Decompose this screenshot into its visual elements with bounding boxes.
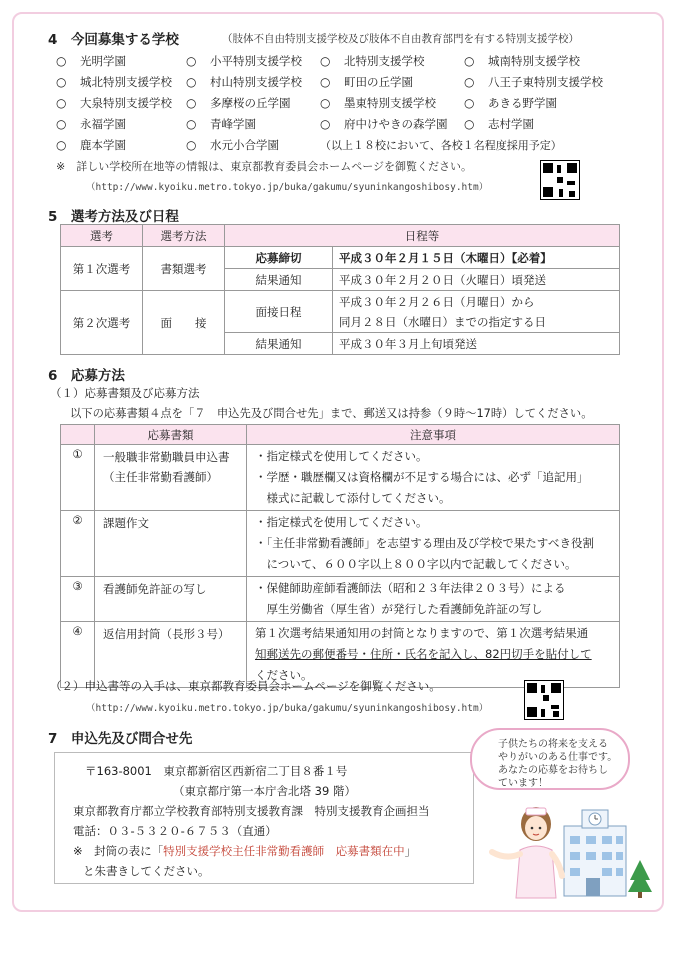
- school-item: ○ 北特別支援学校: [320, 53, 425, 68]
- note-line: ・指定様式を使用してください。: [255, 515, 428, 529]
- envelope-note-line2: と朱書きしてください。: [83, 864, 210, 878]
- school-item: ○ 水元小合学園: [186, 137, 279, 152]
- interview-date-line: 同月２８日（水曜日）までの指定する日: [339, 314, 546, 329]
- speech-bubble: [470, 728, 630, 790]
- table-row: [61, 445, 620, 511]
- note-line: 様式に記載して添付してください。: [255, 491, 451, 505]
- doc-name-line: （主任非常勤看護師）: [103, 470, 218, 484]
- contact-address-building: （東京都庁第一本庁舎北塔 39 階）: [173, 784, 356, 798]
- note-line: ・学歴・職歴欄又は資格欄が不足する場合には、必ず「追記用」: [255, 470, 589, 484]
- doc-name: 返信用封筒（長形３号）: [95, 622, 247, 688]
- school-item: ○ 八王子東特別支援学校: [464, 74, 603, 89]
- school-item: ○ 城南特別支援学校: [464, 53, 580, 68]
- col-header: 注意事項: [247, 425, 620, 445]
- school-item: ○ 鹿本学園: [56, 137, 126, 152]
- method-cell: 面 接: [143, 291, 225, 355]
- col-header: 日程等: [225, 225, 620, 247]
- bubble-line: 子供たちの将来を支える: [498, 739, 608, 750]
- school-item: ○ 町田の丘学園: [320, 74, 413, 89]
- school-item: ○ 永福学園: [56, 116, 126, 131]
- doc-number: ④: [61, 622, 95, 688]
- value-cell: 平成３０年２月２０日（火曜日）頃発送: [333, 269, 620, 291]
- school-row: [56, 134, 636, 155]
- school-item: ○ 多摩桜の丘学園: [186, 95, 291, 110]
- table-row: [61, 511, 620, 577]
- bubble-line: やりがいのある仕事です。: [498, 752, 618, 763]
- school-item: ○ 村山特別支援学校: [186, 74, 302, 89]
- note-line: ください。: [255, 668, 313, 682]
- contact-box: [54, 752, 474, 884]
- contact-phone: 電話：０３-５３２０-６７５３（直通）: [73, 824, 277, 838]
- label-cell: 面接日程: [225, 291, 333, 333]
- doc-number: ①: [61, 445, 95, 511]
- note-line: 第１次選考結果通知用の封筒となりますので、第１次選考結果通: [255, 626, 589, 640]
- documents-table: [60, 424, 620, 688]
- col-header: 応募書類: [95, 425, 247, 445]
- school-row: [56, 92, 636, 113]
- envelope-red-text: 特別支援学校主任非常勤看護師 応募書類在中: [163, 844, 405, 858]
- section-4-title: 4 今回募集する学校: [48, 32, 179, 48]
- label-cell: 応募締切: [225, 247, 333, 269]
- note-line: ・指定様式を使用してください。: [255, 449, 428, 463]
- col-header: 選考: [61, 225, 143, 247]
- qr-code-icon: [524, 680, 564, 720]
- value-cell: 平成３０年３月上旬頃発送: [333, 333, 620, 355]
- table-row: [61, 577, 620, 622]
- school-item: ○ 墨東特別支援学校: [320, 95, 436, 110]
- school-count-note: （以上１８校において、各校１名程度採用予定）: [320, 138, 562, 152]
- school-info-url[interactable]: （http://www.kyoiku.metro.tokyo.jp/buka/gakumu/syuninkangoshibosy.htm）: [86, 182, 489, 193]
- doc-number: ②: [61, 511, 95, 577]
- schedule-table: [60, 224, 620, 355]
- doc-name-line: 一般職非常勤職員申込書: [103, 450, 230, 464]
- doc-name: [95, 445, 247, 511]
- doc-name: 課題作文: [95, 511, 247, 577]
- doc-name: 看護師免許証の写し: [95, 577, 247, 622]
- section-4-subtitle: （肢体不自由特別支援学校及び肢体不自由教育部門を有する特別支援学校）: [222, 33, 579, 45]
- application-url[interactable]: （http://www.kyoiku.metro.tokyo.jp/buka/gakumu/syuninkangoshibosy.htm）: [86, 703, 489, 714]
- envelope-note: ※ 封筒の表に「特別支援学校主任非常勤看護師 応募書類在中」: [73, 844, 417, 858]
- school-list: [56, 50, 636, 155]
- doc-notes: [247, 445, 620, 511]
- school-item: ○ 大泉特別支援学校: [56, 95, 172, 110]
- note-line: 知郵送先の郵便番号・住所・氏名を記入し、82円切手を貼付して: [255, 647, 592, 661]
- qr-code-icon: [540, 160, 580, 200]
- doc-number: ③: [61, 577, 95, 622]
- contact-address: 〒163-8001 東京都新宿区西新宿二丁目８番１号: [85, 764, 348, 778]
- school-item: ○ 城北特別支援学校: [56, 74, 172, 89]
- stage-cell: 第１次選考: [61, 247, 143, 291]
- section-7-title: 7 申込先及び問合せ先: [48, 731, 193, 747]
- school-info-note: ※ 詳しい学校所在地等の情報は、東京都教育委員会ホームページを御覧ください。: [56, 160, 472, 173]
- interview-date-line: 平成３０年２月２６日（月曜日）から: [339, 294, 535, 309]
- bubble-line: あなたの応募をお待ちし: [498, 765, 608, 776]
- note-line: 厚生労働省（厚生省）が発行した看護師免許証の写し: [255, 602, 543, 616]
- school-item: ○ 青峰学園: [186, 116, 256, 131]
- section-5-title: 5 選考方法及び日程: [48, 209, 179, 225]
- doc-notes: [247, 511, 620, 577]
- label-cell: 結果通知: [225, 269, 333, 291]
- school-item: ○ あきる野学園: [464, 95, 557, 110]
- value-cell: 平成３０年２月１５日（木曜日）【必着】: [333, 247, 620, 269]
- section-6-intro: 以下の応募書類４点を「７ 申込先及び問合せ先」まで、郵送又は持参（９時～17時）してください。: [70, 407, 593, 420]
- section-6-sub1: （１）応募書類及び応募方法: [50, 386, 200, 400]
- school-item: ○ 小平特別支援学校: [186, 53, 302, 68]
- school-item: ○ 光明学園: [56, 53, 126, 68]
- label-cell: 結果通知: [225, 333, 333, 355]
- note-line: ・「主任非常勤看護師」を志望する理由及び学校で果たすべき役割: [255, 536, 595, 550]
- school-item: ○ 府中けやきの森学園: [320, 116, 448, 131]
- section-6-sub2: （２）申込書等の入手は、東京都教育委員会ホームページを御覧ください。: [50, 679, 441, 693]
- note-line: ・保健師助産師看護師法（昭和２３年法律２０３号）による: [255, 581, 566, 595]
- method-cell: 書類選考: [143, 247, 225, 291]
- doc-notes: [247, 577, 620, 622]
- stage-cell: 第２次選考: [61, 291, 143, 355]
- school-row: [56, 50, 636, 71]
- value-cell: [333, 291, 620, 333]
- col-header: 選考方法: [143, 225, 225, 247]
- nurse-school-illustration: [478, 790, 658, 900]
- section-6-title: 6 応募方法: [48, 368, 125, 384]
- col-header: [61, 425, 95, 445]
- school-row: [56, 113, 636, 134]
- note-line: について、６００字以上８００字以内で記載してください。: [255, 557, 577, 571]
- school-item: ○ 志村学園: [464, 116, 534, 131]
- school-row: [56, 71, 636, 92]
- contact-department: 東京都教育庁都立学校教育部特別支援教育課 特別支援教育企画担当: [73, 804, 430, 818]
- bubble-line: ています！: [498, 778, 548, 789]
